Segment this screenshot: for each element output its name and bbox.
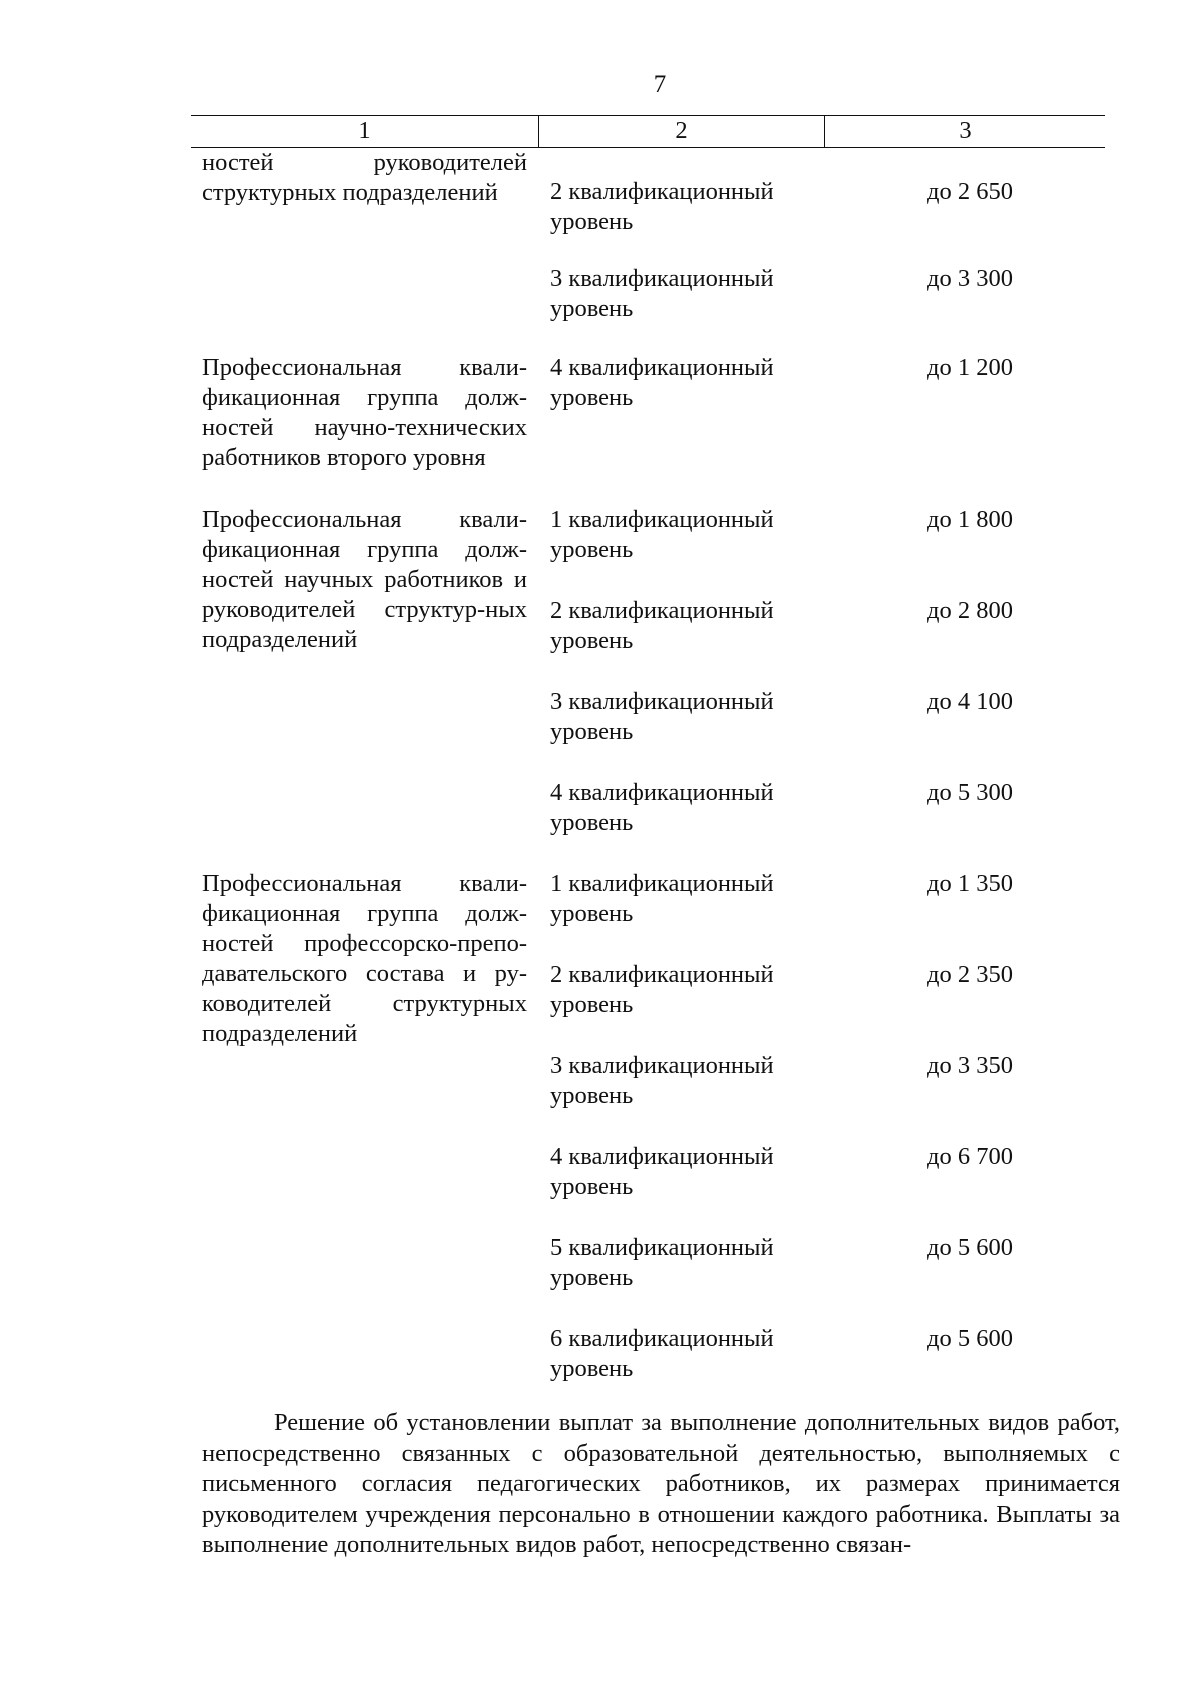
payment-amount: до 1 800 (927, 506, 1013, 533)
column-header-2: 2 (539, 116, 825, 147)
column-header-3: 3 (959, 117, 972, 144)
qualification-level: 4 квалификационный уровень (550, 354, 774, 411)
payment-amount: до 1 200 (927, 354, 1013, 381)
payment-amount: до 2 800 (927, 597, 1013, 624)
payment-amount: до 3 300 (927, 265, 1013, 292)
qualification-group-name: Профессиональная квали-фикационная группа долж-ностей научных работников и руководителей структур-ных подразделений (202, 506, 527, 653)
qualification-group-name: Профессиональная квали-фикационная группа долж-ностей профессорско-препо-давательского состава и ру-ководителей структурных подразделений (202, 870, 527, 1047)
payment-amount: до 2 350 (927, 961, 1013, 988)
payment-amount: до 5 600 (927, 1325, 1013, 1352)
page-number: 7 (653, 71, 667, 98)
payment-amount: до 5 600 (927, 1234, 1013, 1261)
qualification-level: 3 квалификационный уровень (550, 1052, 774, 1109)
qualification-group-name: Профессиональная квали-фикационная группа долж-ностей научно-технических работников второго уровня (202, 354, 527, 471)
qualification-level: 6 квалификационный уровень (550, 1325, 774, 1382)
qualification-level: 3 квалификационный уровень (550, 688, 774, 745)
payment-amount: до 1 350 (927, 870, 1013, 897)
qualification-group-name: ностей руководителей структурных подразделений (202, 149, 527, 206)
qualification-level: 2 квалификационный уровень (550, 961, 774, 1018)
payment-amount: до 6 700 (927, 1143, 1013, 1170)
body-paragraph: Решение об установлении выплат за выполнение дополнительных видов работ, непосредственно связанных с образовательной деятельностью, выполняемых с письменного согласия педагогических работников, их размерах принимается руководителем учреждения персонально в отношении каждого работника. Выплаты за выполнение дополнительных видов работ, непосредственно связан- (202, 1409, 1120, 1558)
qualification-level: 3 квалификационный уровень (550, 265, 774, 322)
column-header-1: 1 (191, 116, 539, 147)
qualification-level: 1 квалификационный уровень (550, 870, 774, 927)
payment-amount: до 2 650 (927, 178, 1013, 205)
qualification-level: 2 квалификационный уровень (550, 178, 774, 235)
qualification-level: 4 квалификационный уровень (550, 1143, 774, 1200)
payment-amount: до 3 350 (927, 1052, 1013, 1079)
qualification-level: 1 квалификационный уровень (550, 506, 774, 563)
qualification-level: 4 квалификационный уровень (550, 779, 774, 836)
qualification-level: 2 квалификационный уровень (550, 597, 774, 654)
payment-amount: до 4 100 (927, 688, 1013, 715)
table-header-row (191, 115, 1105, 148)
qualification-level: 5 квалификационный уровень (550, 1234, 774, 1291)
payment-amount: до 5 300 (927, 779, 1013, 806)
